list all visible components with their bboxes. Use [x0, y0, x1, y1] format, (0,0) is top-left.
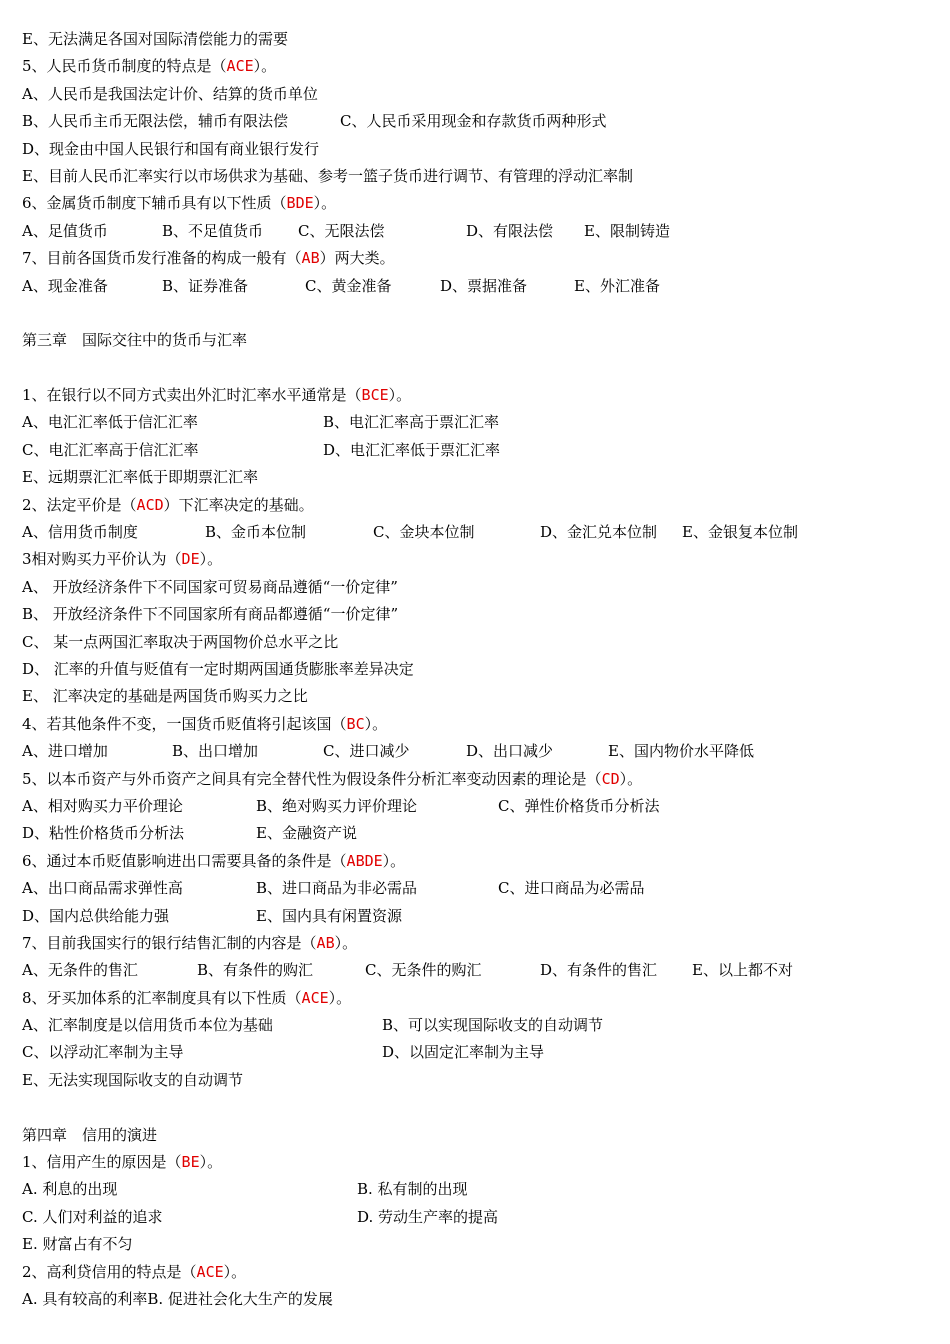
text-line	[22, 464, 932, 491]
text-segment: ）。	[199, 550, 223, 569]
text-line	[22, 629, 932, 656]
line-text	[22, 574, 398, 601]
option-column	[608, 738, 754, 765]
text-segment: A、 开放经济条件下不同国家可贸易商品遵循“一价定律”	[22, 577, 398, 596]
text-line	[22, 190, 932, 217]
text-line	[22, 1259, 932, 1286]
line-text	[22, 163, 633, 190]
text-segment: 6、金属货币制度下辅币具有以下性质（	[22, 194, 287, 213]
line-text	[22, 738, 108, 765]
text-segment: 第三章 国际交往中的货币与汇率	[22, 331, 248, 350]
text-segment: A、无条件的售汇	[22, 961, 138, 980]
text-line	[22, 930, 932, 957]
text-segment: ）。	[328, 988, 352, 1007]
option-column	[498, 793, 659, 820]
text-segment: B. 私有制的出现	[357, 1180, 468, 1199]
text-line	[22, 683, 932, 710]
text-segment: B、金币本位制	[205, 523, 307, 542]
text-segment: E、无法实现国际收支的自动调节	[22, 1070, 243, 1089]
text-segment: D、粘性价格货币分析法	[22, 824, 185, 843]
text-segment: ）。	[199, 1153, 223, 1172]
option-column	[323, 738, 409, 765]
text-segment: E、无法满足各国对国际清偿能力的需要	[22, 30, 288, 48]
text-segment: 7、目前各国货币发行准备的构成一般有（	[22, 249, 302, 268]
text-segment: A. 具有较高的利率	[22, 1289, 148, 1308]
document-page	[22, 26, 932, 1313]
text-segment: B. 促进社会化大生产的发展	[147, 1289, 333, 1308]
blank-line	[22, 300, 932, 327]
text-line	[22, 1286, 932, 1313]
text-segment: A、进口增加	[22, 742, 108, 761]
line-text	[22, 218, 108, 245]
text-segment: D、国内总供给能力强	[22, 906, 170, 925]
text-line	[22, 1012, 932, 1039]
text-segment: ）。	[388, 386, 412, 405]
text-line	[22, 163, 932, 190]
option-column	[340, 108, 606, 135]
text-line	[22, 409, 932, 436]
text-segment: C、黄金准备	[305, 276, 392, 295]
text-segment: C、无条件的购汇	[365, 961, 482, 980]
text-segment: E、国内物价水平降低	[608, 742, 754, 761]
line-text	[22, 108, 288, 135]
text-segment: C、以浮动汇率制为主导	[22, 1043, 184, 1062]
text-line	[22, 820, 932, 847]
text-segment: C、电汇汇率高于信汇汇率	[22, 440, 199, 459]
text-segment: D、电汇汇率低于票汇汇率	[323, 440, 501, 459]
line-text	[22, 1231, 133, 1258]
text-segment: ）。	[334, 933, 358, 952]
text-segment: B、 开放经济条件下不同国家所有商品都遵循“一价定律”	[22, 605, 399, 624]
option-column	[323, 437, 500, 464]
text-segment: D、现金由中国人民银行和国有商业银行发行	[22, 139, 320, 158]
option-column	[205, 519, 306, 546]
text-line	[22, 985, 932, 1012]
line-text	[22, 437, 198, 464]
text-segment: E、金融资产说	[256, 824, 357, 843]
line-text	[22, 190, 336, 217]
text-line	[22, 656, 932, 683]
text-line	[22, 848, 932, 875]
text-segment: ）。	[223, 1262, 247, 1281]
text-segment: ）。	[313, 194, 337, 213]
text-line	[22, 218, 932, 245]
text-segment: C、金块本位制	[373, 523, 475, 542]
text-segment: 6、通过本币贬值影响进出口需要具备的条件是（	[22, 851, 347, 870]
text-line	[22, 1176, 932, 1203]
option-column	[574, 273, 660, 300]
text-segment: E、限制铸造	[584, 221, 670, 240]
text-segment: B、有条件的购汇	[197, 961, 314, 980]
answer-key: BC	[346, 714, 365, 733]
text-segment: D、以固定汇率制为主导	[382, 1043, 545, 1062]
text-segment: B、不足值货币	[162, 221, 264, 240]
line-text	[22, 26, 288, 53]
text-line	[22, 574, 932, 601]
text-segment: 2、法定平价是（	[22, 495, 137, 514]
text-line	[22, 1204, 932, 1231]
text-line	[22, 26, 932, 53]
answer-key: CD	[601, 769, 620, 788]
option-column	[256, 793, 417, 820]
line-text	[22, 519, 138, 546]
option-column	[256, 903, 402, 930]
text-segment: ）下汇率决定的基础。	[163, 495, 314, 514]
text-segment: 3相对购买力平价认为（	[22, 550, 182, 569]
text-line	[22, 108, 932, 135]
line-text	[22, 711, 387, 738]
text-line	[22, 766, 932, 793]
text-segment: ）。	[382, 851, 406, 870]
option-column	[162, 273, 248, 300]
option-column	[305, 273, 391, 300]
option-column	[540, 519, 657, 546]
line-text	[22, 81, 318, 108]
text-line	[22, 601, 932, 628]
text-segment: 第四章 信用的演进	[22, 1125, 158, 1144]
line-text	[22, 957, 138, 984]
answer-key: AB	[316, 933, 335, 952]
answer-key: ACE	[196, 1262, 224, 1281]
option-column	[323, 409, 499, 436]
option-column	[540, 957, 657, 984]
answer-key: ACE	[301, 988, 329, 1007]
text-line	[22, 1231, 932, 1258]
option-column	[466, 738, 553, 765]
option-column	[172, 738, 258, 765]
text-line	[22, 1039, 932, 1066]
text-line	[22, 273, 932, 300]
text-line	[22, 738, 932, 765]
text-line	[22, 1149, 932, 1176]
line-text	[22, 985, 351, 1012]
text-segment: 1、在银行以不同方式卖出外汇时汇率水平通常是（	[22, 386, 362, 405]
blank-line	[22, 355, 932, 382]
text-segment: C、 某一点两国汇率取决于两国物价总水平之比	[22, 632, 339, 651]
text-segment: A、出口商品需求弹性高	[22, 879, 183, 898]
text-line	[22, 793, 932, 820]
text-line	[22, 53, 932, 80]
text-line	[22, 903, 932, 930]
text-segment: 4、若其他条件不变，一国货币贬值将引起该国（	[22, 714, 347, 733]
line-text	[22, 1039, 183, 1066]
line-text	[22, 382, 411, 409]
text-segment: D、 汇率的升值与贬值有一定时期两国通货膨胀率差异决定	[22, 659, 414, 678]
line-text	[22, 1149, 222, 1176]
text-segment: E、远期票汇汇率低于即期票汇汇率	[22, 468, 258, 487]
text-segment: D、有条件的售汇	[540, 961, 658, 980]
text-segment: A、信用货币制度	[22, 523, 138, 542]
option-column	[382, 1012, 603, 1039]
line-text	[22, 766, 642, 793]
text-segment: B、绝对购买力评价理论	[256, 796, 418, 815]
text-segment: 8、牙买加体系的汇率制度具有以下性质（	[22, 988, 302, 1007]
option-column	[197, 957, 313, 984]
option-column	[466, 218, 553, 245]
line-text	[22, 492, 314, 519]
option-column	[692, 957, 793, 984]
answer-key: BDE	[286, 194, 314, 213]
option-column	[365, 957, 481, 984]
text-segment: D、金汇兑本位制	[540, 523, 658, 542]
option-column	[162, 218, 263, 245]
text-line	[22, 327, 932, 354]
text-line	[22, 546, 932, 573]
text-segment: A、足值货币	[22, 221, 108, 240]
text-line	[22, 81, 932, 108]
option-column	[298, 218, 384, 245]
text-segment: E、以上都不对	[692, 961, 793, 980]
line-text	[22, 656, 414, 683]
text-segment: E、国内具有闲置资源	[256, 906, 402, 925]
text-segment: E、目前人民币汇率实行以市场供求为基础、参考一篮子货币进行调节、有管理的浮动汇率制	[22, 166, 633, 185]
line-text	[22, 245, 395, 272]
line-text	[22, 875, 183, 902]
answer-key: ACD	[136, 495, 164, 514]
text-segment: D、票据准备	[440, 276, 528, 295]
line-text	[22, 273, 108, 300]
text-segment: A、电汇汇率低于信汇汇率	[22, 413, 198, 432]
text-segment: ）两大类。	[319, 249, 395, 268]
text-line	[22, 437, 932, 464]
line-text	[22, 327, 247, 354]
text-segment: C、无限法偿	[298, 221, 385, 240]
text-segment: B、出口增加	[172, 742, 259, 761]
line-text	[22, 1176, 117, 1203]
text-line	[22, 875, 932, 902]
text-line	[22, 492, 932, 519]
text-segment: C. 人们对利益的追求	[22, 1207, 163, 1226]
line-text	[22, 601, 398, 628]
answer-key: ACE	[226, 57, 254, 76]
line-text	[22, 1012, 273, 1039]
option-column	[357, 1204, 498, 1231]
text-segment: 2、高利贷信用的特点是（	[22, 1262, 197, 1281]
option-column	[357, 1176, 468, 1203]
text-line	[22, 711, 932, 738]
answer-key: ABDE	[346, 851, 383, 870]
line-text	[22, 1067, 243, 1094]
text-segment: B、人民币主币无限法偿，辅币有限法偿	[22, 112, 289, 131]
text-line	[22, 1067, 932, 1094]
text-segment: 5、以本币资产与外币资产之间具有完全替代性为假设条件分析汇率变动因素的理论是（	[22, 769, 602, 788]
text-segment: A、相对购买力平价理论	[22, 796, 183, 815]
text-segment: D. 劳动生产率的提高	[357, 1207, 499, 1226]
text-segment: D、有限法偿	[466, 221, 554, 240]
text-segment: B、证券准备	[162, 276, 249, 295]
option-column	[498, 875, 644, 902]
line-text	[22, 1286, 333, 1313]
line-text	[22, 1204, 162, 1231]
blank-line	[22, 1094, 932, 1121]
text-segment: B、电汇汇率高于票汇汇率	[323, 413, 500, 432]
option-column	[382, 1039, 544, 1066]
text-segment: C、进口减少	[323, 742, 410, 761]
text-segment: A、人民币是我国法定计价、结算的货币单位	[22, 84, 318, 103]
line-text	[22, 848, 405, 875]
line-text	[22, 930, 357, 957]
text-segment: E、金银复本位制	[682, 523, 798, 542]
line-text	[22, 629, 338, 656]
text-line	[22, 245, 932, 272]
answer-key: DE	[181, 550, 200, 569]
line-text	[22, 546, 222, 573]
text-segment: E、外汇准备	[574, 276, 660, 295]
text-line	[22, 1122, 932, 1149]
answer-key: AB	[301, 249, 320, 268]
line-text	[22, 409, 198, 436]
text-segment: C、弹性价格货币分析法	[498, 796, 660, 815]
text-segment: B、可以实现国际收支的自动调节	[382, 1016, 604, 1035]
line-text	[22, 1122, 157, 1149]
text-segment: ）。	[253, 57, 277, 76]
line-text	[22, 464, 258, 491]
line-text	[22, 136, 319, 163]
text-line	[22, 957, 932, 984]
text-line	[22, 519, 932, 546]
text-segment: E、 汇率决定的基础是两国货币购买力之比	[22, 687, 308, 706]
line-text	[22, 53, 276, 80]
text-segment: ）。	[364, 714, 388, 733]
option-column	[584, 218, 670, 245]
option-column	[373, 519, 474, 546]
text-segment: A、现金准备	[22, 276, 108, 295]
option-column	[682, 519, 798, 546]
answer-key: BE	[181, 1153, 200, 1172]
text-segment: C、进口商品为必需品	[498, 879, 645, 898]
text-segment: 7、目前我国实行的银行结售汇制的内容是（	[22, 933, 317, 952]
line-text	[22, 1259, 246, 1286]
line-text	[22, 683, 308, 710]
line-text	[22, 903, 169, 930]
text-segment: A、汇率制度是以信用货币本位为基础	[22, 1016, 273, 1035]
option-column	[256, 820, 357, 847]
text-segment: E. 财富占有不匀	[22, 1235, 133, 1254]
answer-key: BCE	[361, 386, 389, 405]
text-line	[22, 136, 932, 163]
text-segment: C、人民币采用现金和存款货币两种形式	[340, 112, 607, 131]
text-segment: D、出口减少	[466, 742, 554, 761]
line-text	[22, 793, 183, 820]
text-segment: B、进口商品为非必需品	[256, 879, 418, 898]
text-segment: ）。	[619, 769, 643, 788]
text-line	[22, 382, 932, 409]
text-segment: 1、信用产生的原因是（	[22, 1153, 182, 1172]
option-column	[440, 273, 527, 300]
option-column	[256, 875, 417, 902]
line-text	[22, 820, 184, 847]
text-segment: 5、人民币货币制度的特点是（	[22, 57, 227, 76]
text-segment: A. 利息的出现	[22, 1180, 118, 1199]
